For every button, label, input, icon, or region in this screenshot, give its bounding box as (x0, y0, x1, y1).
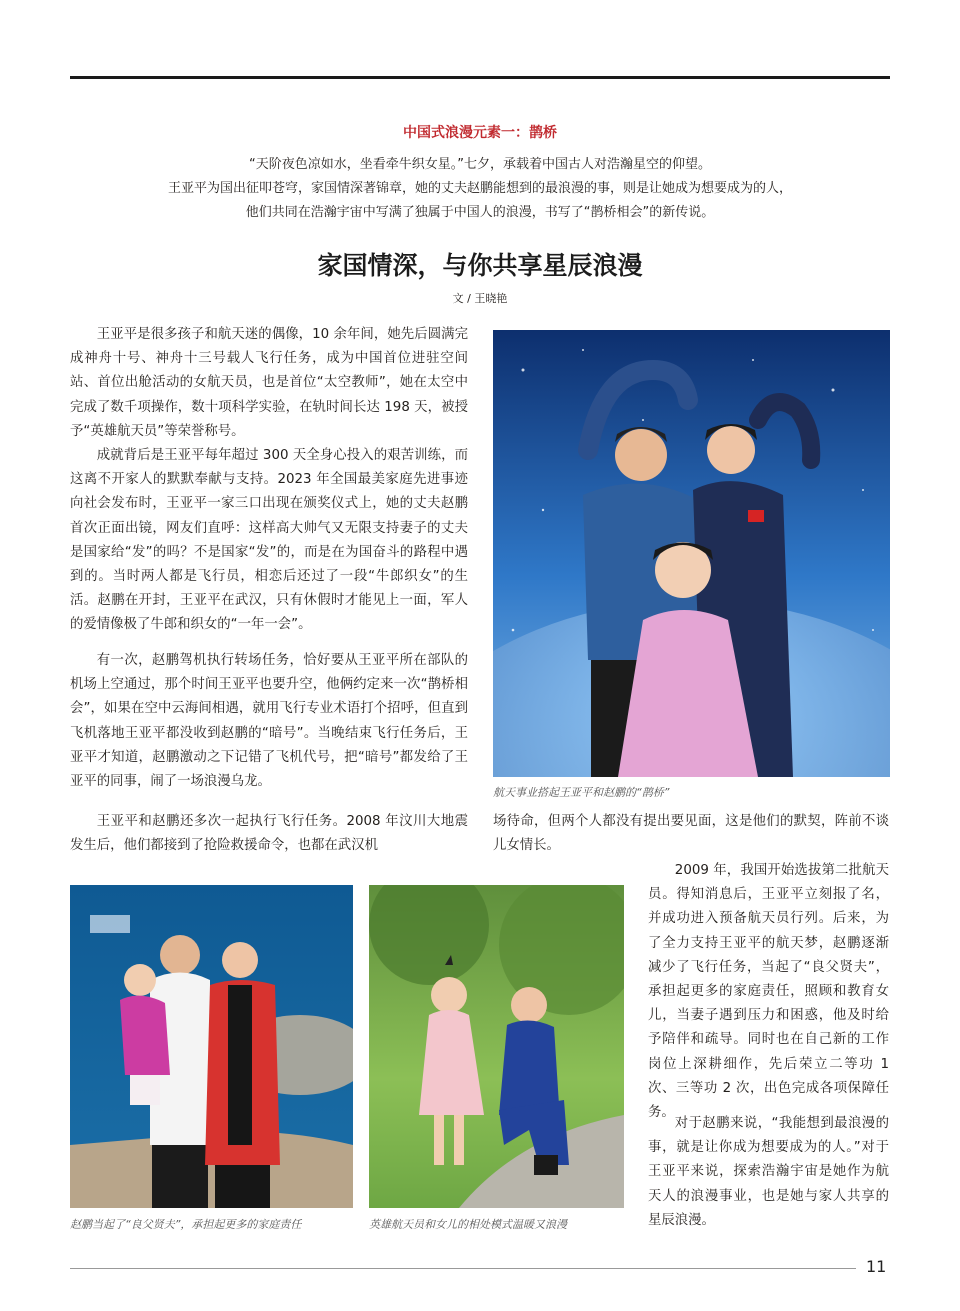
page-number: 11 (866, 1257, 887, 1276)
article-title: 家国情深，与你共享星辰浪漫 (317, 251, 643, 280)
paragraph-6: 对于赵鹏来说，“我能想到最浪漫的事，就是让你成为想要成为的人。”对于王亚平来说，探索浩瀚宇宙是她作为航天人的浪漫事业，也是她与家人共享的星辰浪漫。 (648, 1116, 889, 1228)
paragraph-2: 成就背后是王亚平每年超过 300 天全身心投入的艰苦训练，而这离不开家人的默默奉献与支持。2023 年全国最美家庭先进事迹向社会发布时，王亚平一家三口出现在颁奖仪式上，她的丈夫赵鹏首次正面出镜，网友们直呼：这样高大帅气又无限支持妻子的丈夫是国家给“发”的吗？不是国家“发”的，而是在为国奋斗的路程中遇到的。当时两人都是飞行员，相恋后还过了一段“牛郎织女”的生活。赵鹏在开封，王亚平在武汉，只有休假时才能见上一面，军人的爱情像极了牛郎和织女的“一年一会”。 (70, 448, 468, 633)
section-header: 中国式浪漫元素一：鹊桥 (403, 125, 557, 141)
caption-photo-3: 英雄航天员和女儿的相处模式温暖又浪漫 (369, 1218, 567, 1231)
paragraph-3: 有一次，赵鹏驾机执行转场任务，恰好要从王亚平所在部队的机场上空通过，那个时间王亚平也要升空，他俩约定来一次“鹊桥相会”，如果在空中云海间相遇，就用飞行专业术语打个招呼，但直到飞机落地王亚平都没收到赵鹏的“暗号”。当晚结束飞行任务后，王亚平才知道，赵鹏激动之下记错了飞机代号，把“暗号”都发给了王亚平的同事，闹了一场浪漫乌龙。 (70, 653, 468, 790)
top-rule (70, 76, 890, 79)
photo-family-museum (70, 885, 353, 1208)
paragraph-4-part-1: 王亚平和赵鹏还多次一起执行飞行任务。2008 年汶川大地震发生后，他们都接到了抢险救援命令，也都在武汉机 (70, 814, 468, 854)
caption-photo-2: 赵鹏当起了“良父贤夫”，承担起更多的家庭责任 (70, 1218, 302, 1231)
photo-mother-daughter (369, 885, 624, 1208)
photo-family-museum-image (70, 885, 353, 1208)
paragraph-5: 2009 年，我国开始选拔第二批航天员。得知消息后，王亚平立刻报了名，并成功进入预备航天员行列。后来，为了全力支持王亚平的航天梦，赵鹏逐渐减少了飞行任务，当起了“良父贤夫”，承担起更多的家庭责任，照顾和教育女儿，当妻子遇到压力和困惑，他及时给予陪伴和疏导。同时也在自己新的工作岗位上深耕细作，先后荣立二等功 1 次、三等功 2 次，出色完成各项保障任务。 (648, 863, 889, 1121)
intro-line-1: “天阶夜色凉如水，坐看牵牛织女星。”七夕，承载着中国古人对浩瀚星空的仰望。 (249, 157, 711, 172)
photo-family-space-image (493, 330, 890, 777)
intro-line-3: 他们共同在浩瀚宇宙中写满了独属于中国人的浪漫，书写了“鹊桥相会”的新传说。 (245, 205, 715, 220)
byline: 文 / 王晓艳 (452, 292, 508, 305)
photo-family-space (493, 330, 890, 777)
bottom-rule (70, 1268, 856, 1269)
photo-mother-daughter-image (369, 885, 624, 1208)
intro-line-2: 王亚平为国出征叩苍穹，家国情深著锦章，她的丈夫赵鹏能想到的最浪漫的事，则是让她成为想要成为的人， (167, 181, 792, 196)
paragraph-1: 王亚平是很多孩子和航天迷的偶像，10 余年间，她先后圆满完成神舟十号、神舟十三号载人飞行任务，成为中国首位进驻空间站、首位出舱活动的女航天员，也是首位“太空教师”，她在太空中完成了数千项操作，数十项科学实验，在轨时间长达 198 天，被授予“英雄航天员”等荣誉称号。 (70, 327, 468, 439)
caption-photo-1: 航天事业搭起王亚平和赵鹏的“鹊桥” (493, 786, 670, 799)
paragraph-4-part-2: 场待命，但两个人都没有提出要见面，这是他们的默契，阵前不谈儿女情长。 (493, 814, 889, 854)
